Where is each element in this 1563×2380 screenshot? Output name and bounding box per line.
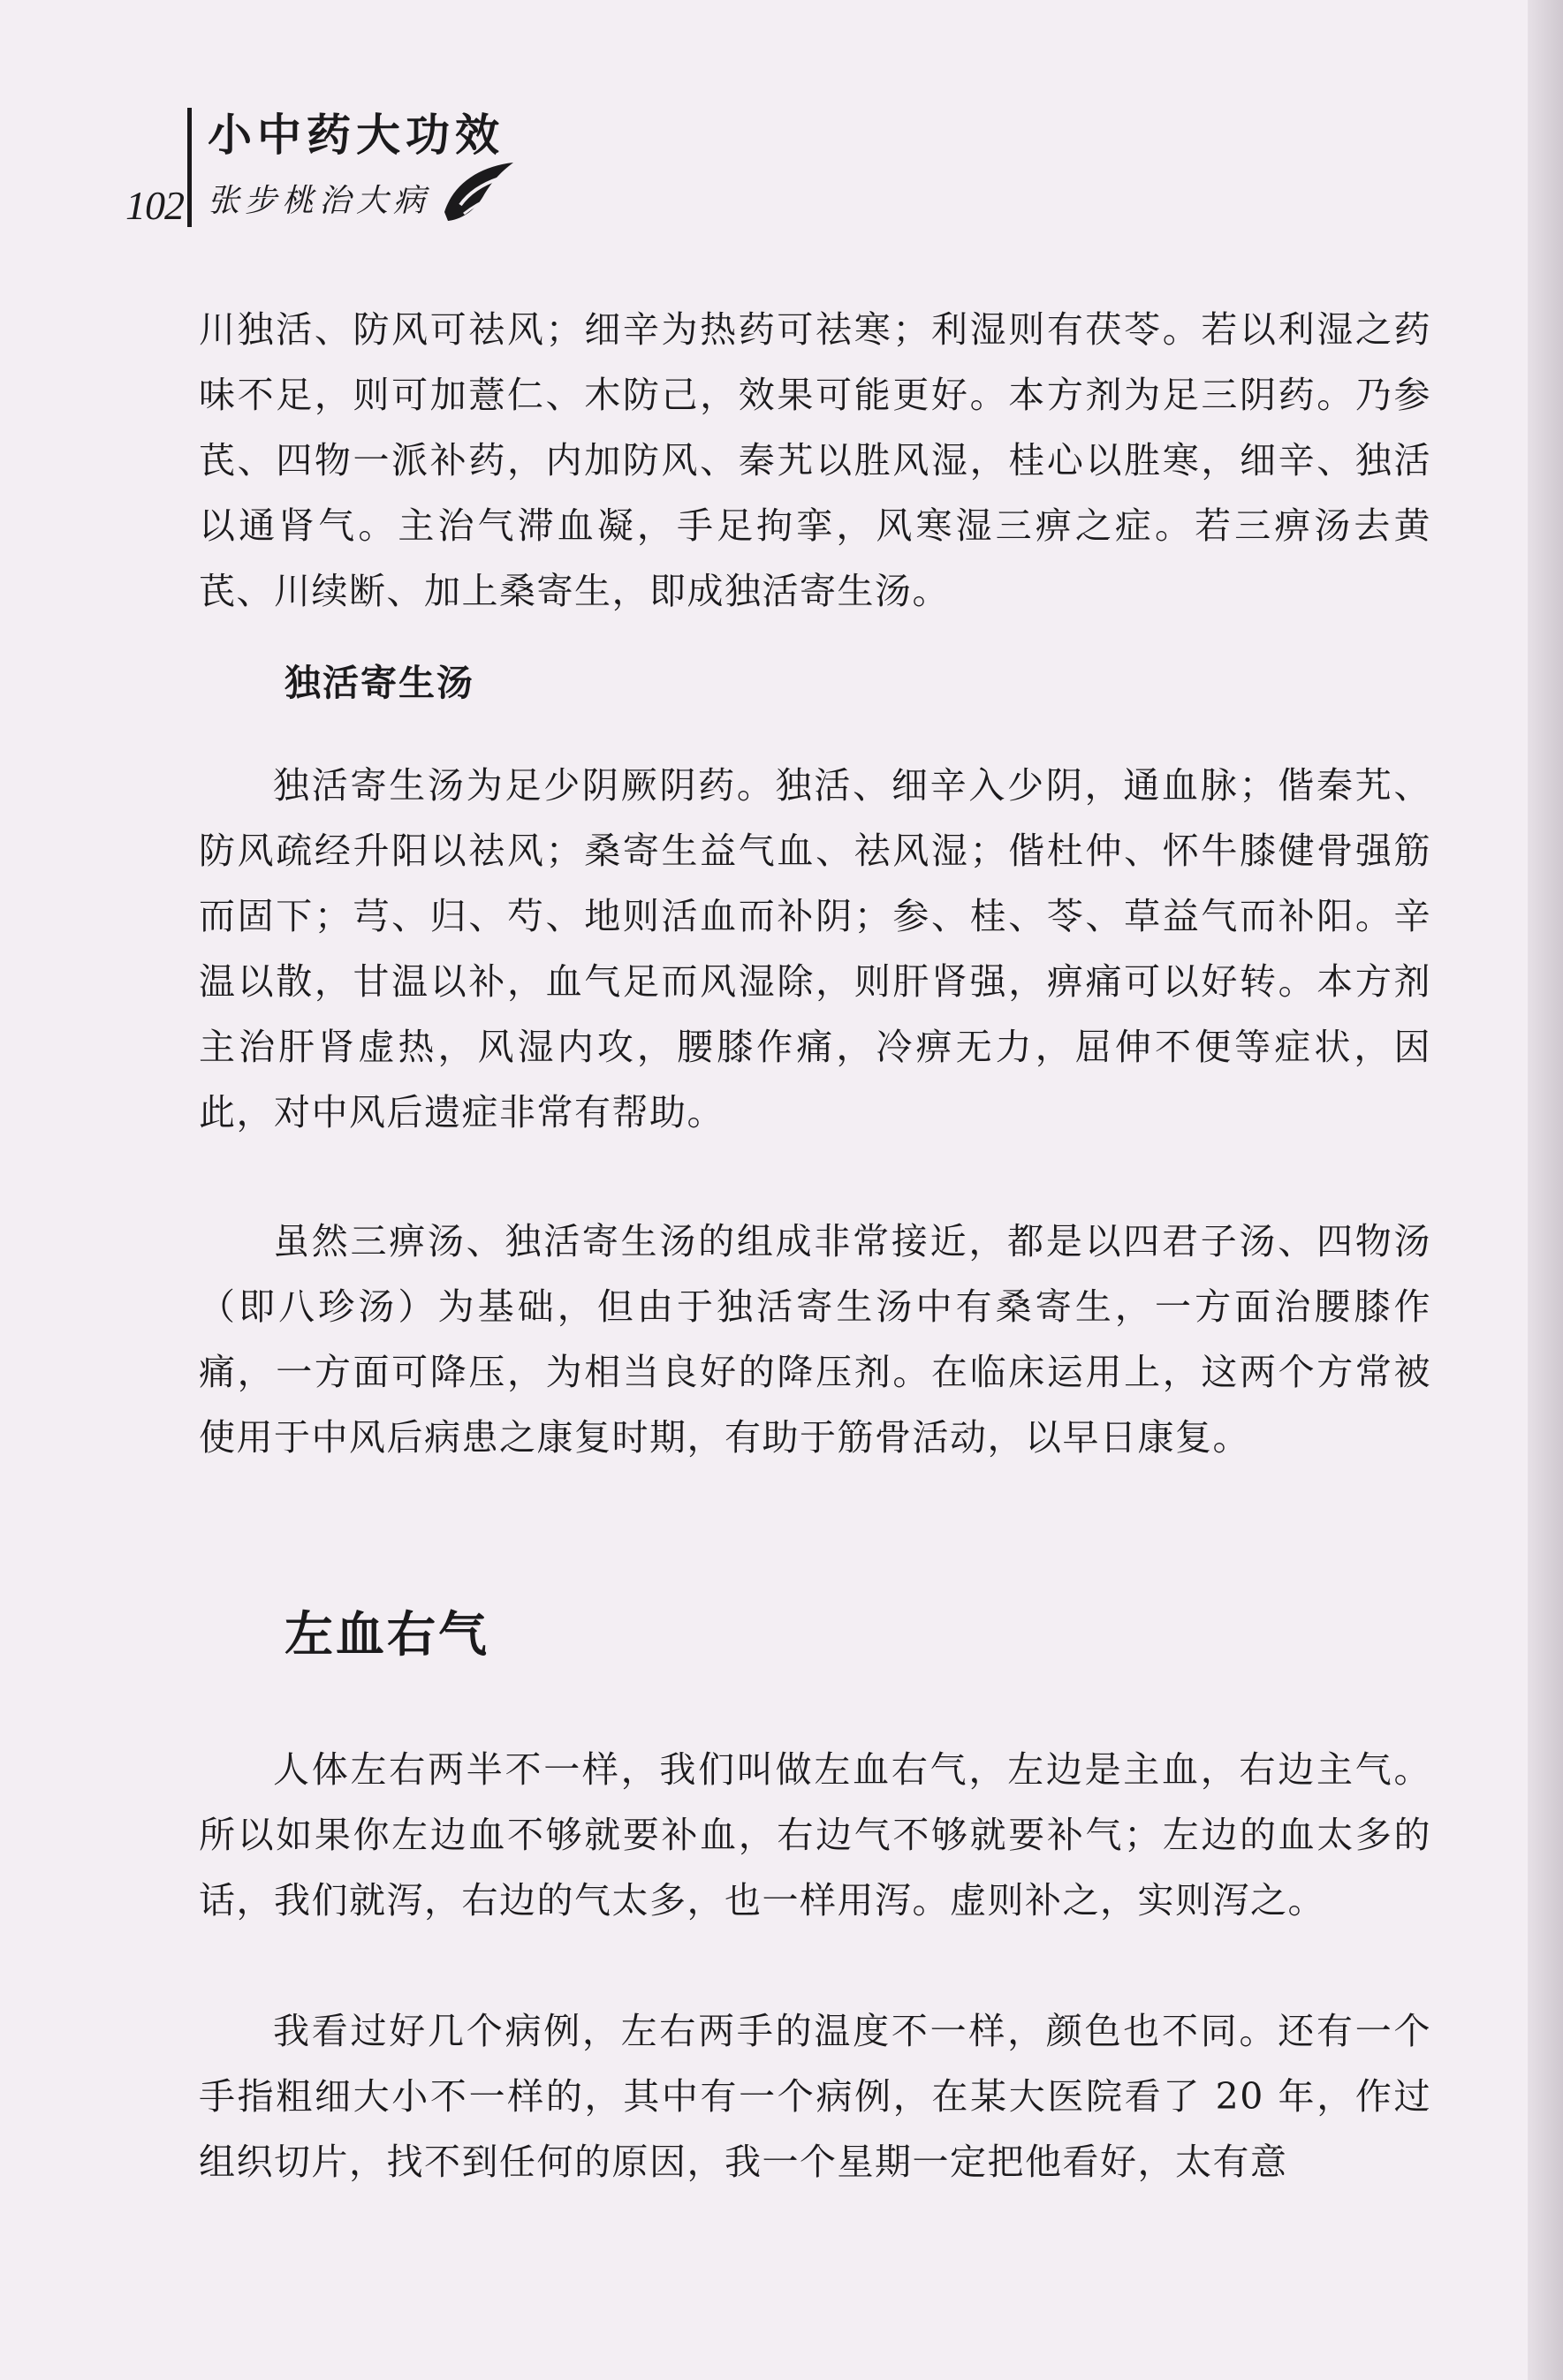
- running-header-subtitle: 张步桃治大病: [208, 183, 431, 219]
- body-paragraph: 虽然三痹汤、独活寄生汤的组成非常接近，都是以四君子汤、四物汤（即八珍汤）为基础，但由于独活寄生汤中有桑寄生，一方面治腰膝作痛，一方面可降压，为相当良好的降压剂。在临床运用上，这两个方常被使用于中风后病患之康复时期，有助于筋骨活动，以早日康复。: [199, 1220, 1431, 1459]
- body-paragraph: 独活寄生汤为足少阴厥阴药。独活、细辛入少阴，通血脉；偕秦艽、防风疏经升阳以祛风；桑寄生益气血、祛风湿；偕杜仲、怀牛膝健骨强筋而固下；芎、归、芍、地则活血而补阴；参、桂、苓、草益气而补阳。辛温以散，甘温以补，血气足而风湿除，则肝肾强，痹痛可以好转。本方剂主治肝肾虚热，风湿内攻，腰膝作痛，冷痹无力，屈伸不便等症状，因此，对中风后遗症非常有帮助。: [199, 764, 1431, 1133]
- header-vertical-rule: [187, 108, 192, 227]
- page-edge-shadow: [1528, 0, 1563, 2380]
- brush-stroke-icon: [437, 157, 519, 226]
- section-heading: 左血右气: [285, 1605, 490, 1663]
- body-paragraph: 川独活、防风可祛风；细辛为热药可祛寒；利湿则有茯苓。若以利湿之药味不足，则可加薏仁、木防己，效果可能更好。本方剂为足三阴药。乃参芪、四物一派补药，内加防风、秦艽以胜风湿，桂心以胜寒，细辛、独活以通肾气。主治气滞血凝，手足拘挛，风寒湿三痹之症。若三痹汤去黄芪、川续断、加上桑寄生，即成独活寄生汤。: [199, 308, 1431, 612]
- body-paragraph: 我看过好几个病例，左右两手的温度不一样，颜色也不同。还有一个手指粗细大小不一样的，其中有一个病例，在某大医院看了 20 年，作过组织切片，找不到任何的原因，我一个星期一定把他看好，太有意: [199, 2010, 1431, 2183]
- body-paragraph: 人体左右两半不一样，我们叫做左血右气，左边是主血，右边主气。所以如果你左边血不够就要补血，右边气不够就要补气；左边的血太多的话，我们就泻，右边的气太多，也一样用泻。虚则补之，实则泻之。: [199, 1748, 1431, 1921]
- page-number: 102: [125, 183, 184, 228]
- running-header-title: 小中药大功效: [208, 110, 505, 161]
- subheading: 独活寄生汤: [285, 662, 474, 704]
